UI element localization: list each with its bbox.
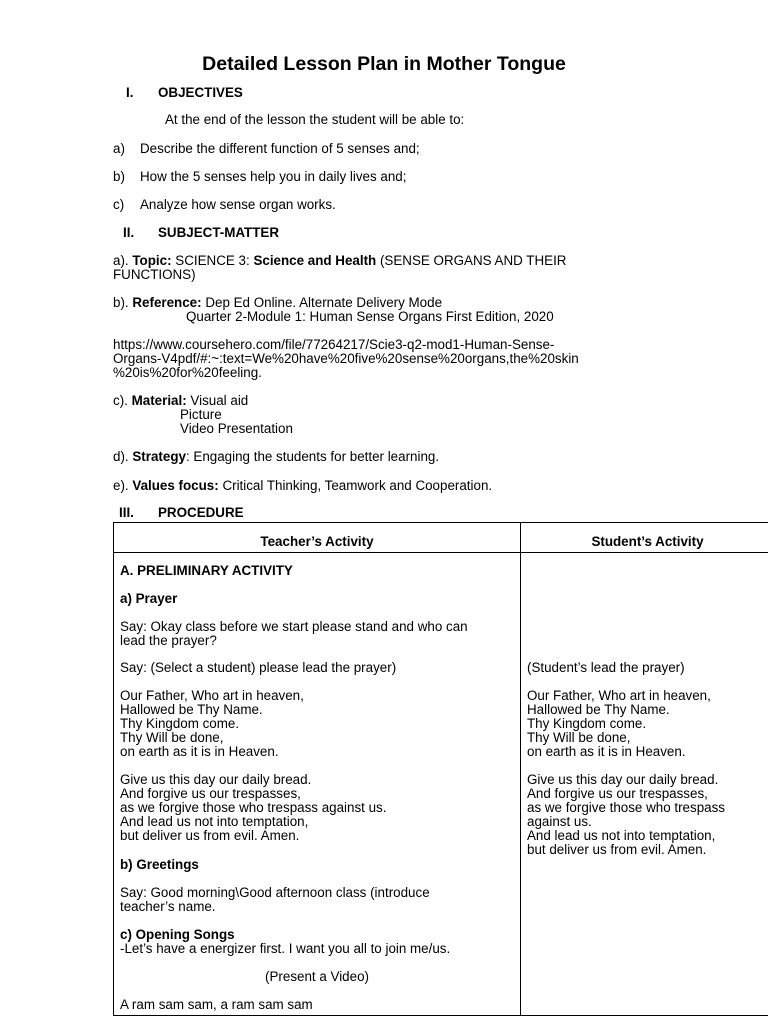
student-activity-header: Student’s Activity: [591, 534, 704, 549]
reference-url-line1[interactable]: https://www.coursehero.com/file/77264217/Scie3-q2-mod1-Human-Sense-: [113, 337, 555, 352]
teacher-activity-header: Teacher’s Activity: [260, 534, 374, 549]
student-prayer-line: Hallowed be Thy Name.: [527, 702, 670, 717]
teacher-prayer-line: Thy Kingdom come.: [120, 716, 240, 731]
teacher-prayer-line: on earth as it is in Heaven.: [120, 744, 279, 759]
objective-b-text: How the 5 senses help you in daily lives and;: [140, 169, 407, 184]
strategy-value: : Engaging the students for better learning.: [185, 449, 440, 464]
student-prayer-line: on earth as it is in Heaven.: [527, 744, 686, 759]
say-lead-prayer-line2: lead the prayer?: [120, 633, 217, 648]
prayer-label: a) Prayer: [120, 591, 178, 606]
teacher-prayer-line: Give us this day our daily bread.: [120, 772, 312, 787]
objectives-intro: At the end of the lesson the student will be able to:: [165, 112, 465, 127]
reference-url-line3[interactable]: %20is%20for%20feeling.: [113, 365, 262, 380]
values-focus-label: Values focus:: [132, 478, 219, 493]
greetings-label: b) Greetings: [120, 857, 199, 872]
student-prayer-line: as we forgive those who trespass: [527, 800, 725, 815]
material-item-1: Visual aid: [190, 393, 249, 408]
procedure-table: [113, 522, 768, 1016]
topic-value: SCIENCE 3:: [175, 253, 250, 268]
material-item-3: Video Presentation: [180, 421, 293, 436]
student-prayer-line: against us.: [527, 814, 592, 829]
procedure-numeral: III.: [119, 505, 134, 520]
values-focus-line: [113, 479, 492, 494]
present-video-note: (Present a Video): [265, 969, 369, 984]
student-prayer-line: Our Father, Who art in heaven,: [527, 688, 711, 703]
teacher-prayer-line: And forgive us our trespasses,: [120, 786, 301, 801]
reference-prefix: b).: [113, 295, 129, 310]
objective-c-text: Analyze how sense organ works.: [140, 197, 336, 212]
material-item-2: Picture: [180, 407, 222, 422]
strategy-label: Strategy: [132, 449, 186, 464]
student-prayer-line: Thy Kingdom come.: [527, 716, 647, 731]
table-header-divider: [114, 552, 768, 553]
say-greeting-line2: teacher’s name.: [120, 899, 216, 914]
reference-url-line2[interactable]: Organs-V4pdf/#:~:text=We%20have%20five%20sense%20organs,the%20skin: [113, 351, 579, 366]
student-prayer-line: but deliver us from evil. Amen.: [527, 842, 707, 857]
say-greeting-line1: Say: Good morning\Good afternoon class (introduce: [120, 885, 430, 900]
teacher-prayer-line: Thy Will be done,: [120, 730, 224, 745]
reference-label: Reference:: [132, 295, 202, 310]
say-select-student: Say: (Select a student) please lead the prayer): [120, 660, 397, 675]
objective-a-letter: a): [113, 141, 125, 156]
topic-value-cont: (SENSE ORGANS AND THEIR: [379, 253, 567, 268]
strategy-prefix: d).: [113, 449, 129, 464]
objective-c-letter: c): [113, 197, 125, 212]
values-focus-value: Critical Thinking, Teamwork and Cooperation.: [222, 478, 493, 493]
objectives-numeral: I.: [126, 85, 134, 100]
procedure-heading: PROCEDURE: [158, 505, 244, 520]
song-lyric-line: A ram sam sam, a ram sam sam: [120, 997, 313, 1012]
student-prayer-line: Thy Will be done,: [527, 730, 631, 745]
topic-label: Topic:: [132, 253, 172, 268]
topic-prefix: a).: [113, 253, 129, 268]
student-lead-prayer: (Student’s lead the prayer): [527, 660, 685, 675]
student-prayer-line: And lead us not into temptation,: [527, 828, 716, 843]
teacher-prayer-line: as we forgive those who trespass against us.: [120, 800, 387, 815]
reference-value: Dep Ed Online. Alternate Delivery Mode: [205, 295, 443, 310]
objective-a-text: Describe the different function of 5 senses and;: [140, 141, 420, 156]
preliminary-activity-heading: A. PRELIMINARY ACTIVITY: [120, 563, 293, 578]
teacher-prayer-line: Hallowed be Thy Name.: [120, 702, 263, 717]
subject-matter-heading: SUBJECT-MATTER: [158, 225, 280, 240]
say-lead-prayer-line1: Say: Okay class before we start please stand and who can: [120, 619, 468, 634]
objective-b-letter: b): [113, 169, 125, 184]
teacher-prayer-line: but deliver us from evil. Amen.: [120, 828, 300, 843]
student-prayer-line: Give us this day our daily bread.: [527, 772, 719, 787]
teacher-prayer-line: Our Father, Who art in heaven,: [120, 688, 304, 703]
teacher-prayer-line: And lead us not into temptation,: [120, 814, 309, 829]
student-prayer-line: And forgive us our trespasses,: [527, 786, 708, 801]
subject-matter-numeral: II.: [123, 225, 135, 240]
material-label: Material:: [131, 393, 187, 408]
opening-songs-text: -Let’s have a energizer first. I want you all to join me/us.: [120, 941, 451, 956]
reference-value-line2: Quarter 2-Module 1: Human Sense Organs First Edition, 2020: [186, 309, 554, 324]
topic-value-wrap: FUNCTIONS): [113, 267, 196, 282]
objectives-heading: OBJECTIVES: [158, 85, 243, 100]
material-prefix: c).: [113, 393, 128, 408]
document-title: Detailed Lesson Plan in Mother Tongue: [202, 53, 566, 75]
strategy-line: [113, 450, 439, 465]
topic-bold-value: Science and Health: [253, 253, 377, 268]
table-column-divider: [520, 523, 521, 1015]
opening-songs-label: c) Opening Songs: [120, 927, 235, 942]
values-focus-prefix: e).: [113, 478, 129, 493]
